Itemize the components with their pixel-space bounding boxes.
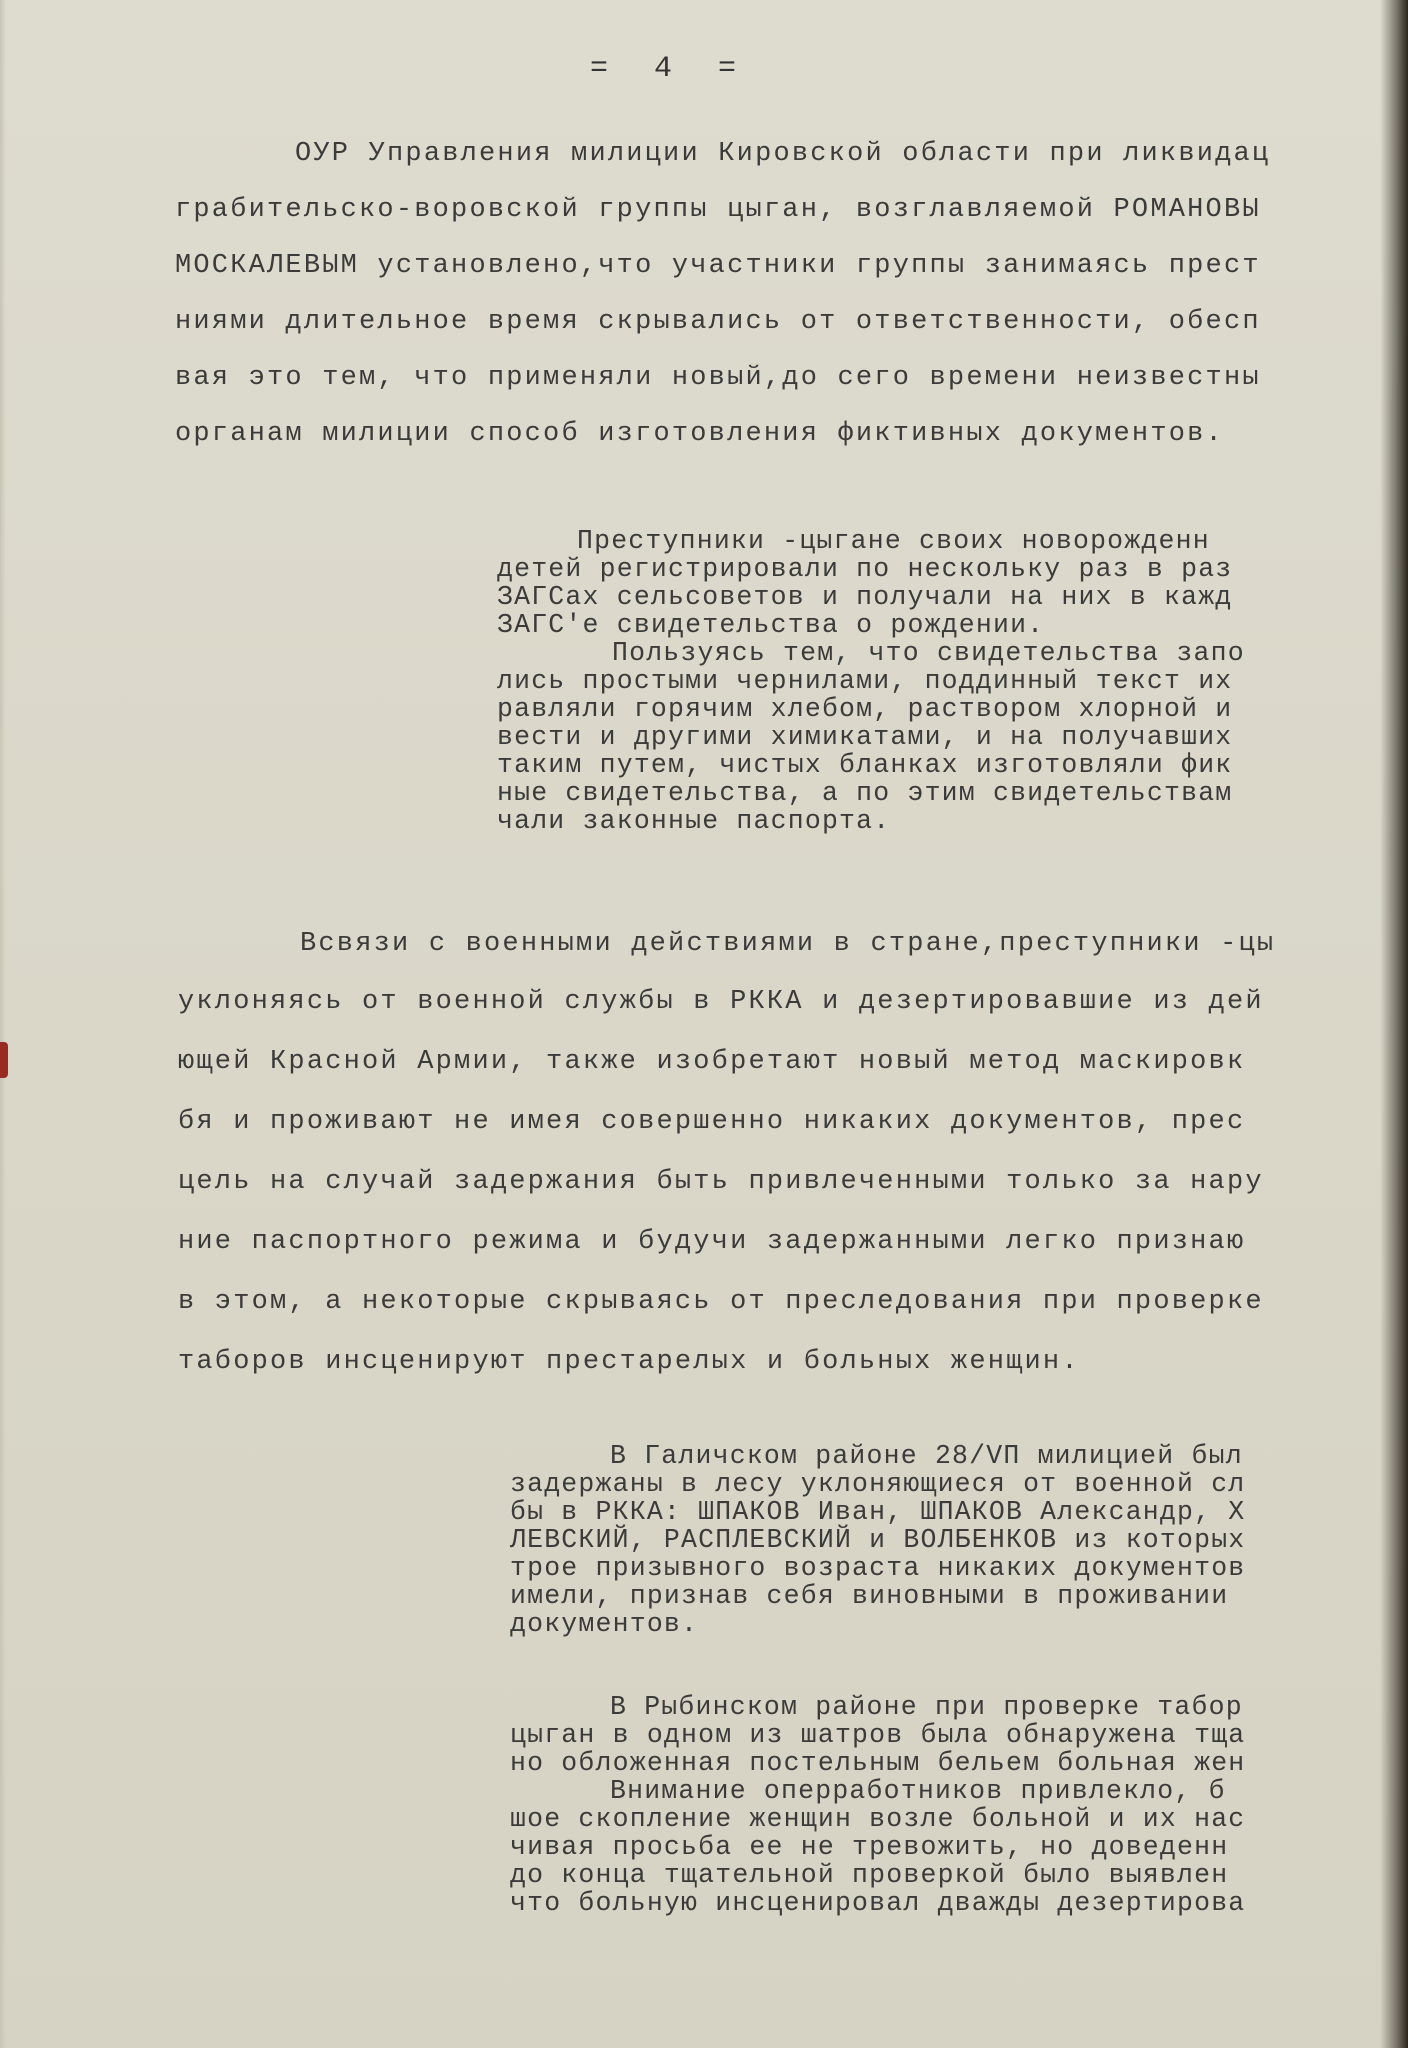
text-line: ние паспортного режима и будучи задержанными легко признаю (178, 1227, 1246, 1257)
text-line: В Рыбинском районе при проверке табор (610, 1692, 1243, 1722)
page-number: = 4 = (590, 52, 751, 86)
text-line: шое скопление женщин возле больной и их нас (510, 1804, 1246, 1834)
block-3 (510, 1693, 1245, 1917)
text-line: но обложенная постельным бельем больная жен (510, 1748, 1246, 1778)
text-line: Преступники -цыгане своих новорожденн (577, 526, 1210, 556)
text-line: чивая просьба ее не тревожить, но доведенн (510, 1832, 1229, 1862)
text-line: трое призывного возраста никаких документов (510, 1553, 1246, 1583)
text-line: цыган в одном из шатров была обнаружена тща (510, 1720, 1246, 1750)
text-line: таким путем, чистых бланках изготовляли фик (497, 750, 1233, 780)
text-line: документов. (510, 1609, 699, 1639)
text-line: лись простыми чернилами, поддинный текст их (497, 666, 1233, 696)
block-2 (510, 1442, 1245, 1638)
page-left-edge (0, 0, 6, 2048)
text-line: вая это тем, что применяли новый,до сего времени неизвестны (175, 363, 1261, 393)
text-line: грабительско-воровской группы цыган, возглавляемой РОМАНОВЫ (175, 195, 1261, 225)
block-1 (497, 527, 1245, 835)
text-line: Пользуясь тем, что свидетельства запо (612, 638, 1245, 668)
text-line: бы в РККА: ШПАКОВ Иван, ШПАКОВ Александр, Х (510, 1497, 1246, 1527)
text-line: цель на случай задержания быть привлеченными только за нару (178, 1167, 1264, 1197)
text-line: МОСКАЛЕВЫМ установлено,что участники группы занимаясь прест (175, 251, 1261, 281)
text-line: ОУР Управления милиции Кировской области при ликвидац (295, 139, 1271, 169)
text-line: в этом, а некоторые скрываясь от преследования при проверке (178, 1287, 1264, 1317)
text-line: имели, признав себя виновными в проживании (510, 1581, 1229, 1611)
text-line: ЛЕВСКИЙ, РАСПЛЕВСКИЙ и ВОЛБЕНКОВ из которых (510, 1525, 1246, 1555)
text-line: ЗАГС'е свидетельства о рождении. (497, 610, 1045, 640)
text-line: таборов инсценируют престарелых и больных женщин. (178, 1347, 1080, 1377)
paragraph-1 (175, 126, 1270, 462)
text-line: равляли горячим хлебом, раствором хлорной и (497, 694, 1233, 724)
text-line: Внимание оперработников привлекло, б (610, 1776, 1226, 1806)
text-line: Всвязи с военными действиями в стране,преступники -цы (300, 929, 1276, 959)
text-line: до конца тщательной проверкой было выявлен (510, 1860, 1229, 1890)
text-line: вести и другими химикатами, и на получавших (497, 722, 1233, 752)
red-margin-mark (0, 1042, 8, 1078)
text-line: задержаны в лесу уклоняющиеся от военной сл (510, 1469, 1246, 1499)
text-line: уклоняясь от военной службы в РККА и дезертировавшие из дей (178, 987, 1264, 1017)
text-line: бя и проживают не имея совершенно никаких документов, прес (178, 1107, 1246, 1137)
text-line: ные свидетельства, а по этим свидетельствам (497, 778, 1233, 808)
text-line: детей регистрировали по нескольку раз в раз (497, 554, 1233, 584)
text-line: органам милиции способ изготовления фиктивных документов. (175, 419, 1224, 449)
text-line: ЗАГСах сельсоветов и получали на них в кажд (497, 582, 1233, 612)
text-line: В Галичском районе 28/VП милицией был (610, 1441, 1243, 1471)
text-line: что больную инсценировал дважды дезертирова (510, 1888, 1246, 1918)
paragraph-2 (178, 916, 1275, 1392)
text-line: ющей Красной Армии, также изобретают новый метод маскировк (178, 1047, 1246, 1077)
page-right-shadow (1380, 0, 1408, 2048)
text-line: ниями длительное время скрывались от ответственности, обесп (175, 307, 1261, 337)
text-line: чали законные паспорта. (497, 806, 891, 836)
